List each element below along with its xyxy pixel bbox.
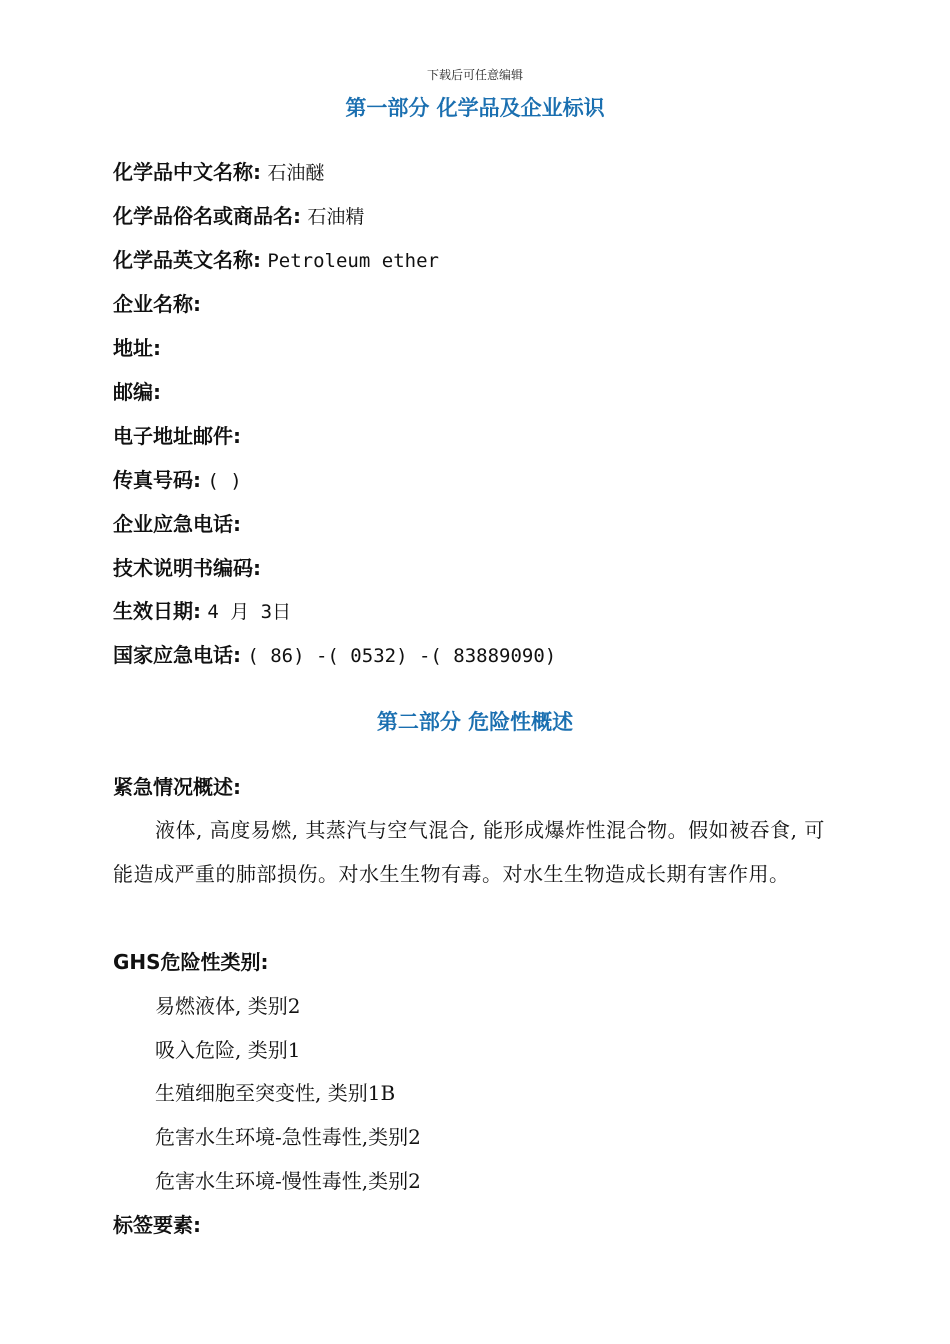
download-watermark: 下载后可任意编辑	[426, 68, 523, 82]
ghs-heading	[113, 948, 269, 976]
ghs-item: 易燃液体, 类别2	[155, 994, 301, 1018]
field-label: 化学品中文名称:	[113, 160, 261, 184]
field-value: ( 86) -( 0532) -( 83889090)	[247, 645, 557, 667]
field-label: 电子地址邮件:	[113, 424, 241, 448]
field-value: ( )	[207, 470, 242, 492]
ghs-item: 生殖细胞至突变性, 类别1B	[155, 1081, 396, 1105]
field-en-name	[113, 246, 439, 275]
label-elements-heading	[113, 1211, 201, 1239]
ghs-item: 危害水生环境-急性毒性,类别2	[155, 1125, 421, 1149]
field-company	[113, 290, 201, 319]
field-label: 传真号码:	[113, 468, 201, 492]
field-label: 技术说明书编码:	[113, 556, 261, 580]
section-label: 紧急情况概述:	[113, 775, 241, 799]
field-company-phone	[113, 510, 241, 539]
field-national-phone	[113, 641, 556, 670]
field-postcode	[113, 378, 161, 407]
field-label: 邮编:	[113, 380, 161, 404]
field-label: 生效日期:	[113, 599, 201, 623]
field-value: 石油精	[307, 206, 365, 228]
field-address	[113, 334, 161, 363]
field-cn-name	[113, 158, 324, 187]
part1-title: 第一部分 化学品及企业标识	[345, 96, 605, 120]
field-value: Petroleum ether	[267, 250, 439, 272]
field-effective-date	[113, 597, 291, 626]
emergency-overview-text: 液体, 高度易燃, 其蒸汽与空气混合, 能形成爆炸性混合物。假如被吞食, 可能造成严重的肺部损伤。对水生生物有毒。对水生生物造成长期有害作用。	[113, 818, 825, 886]
emergency-overview-heading	[113, 773, 241, 801]
field-fax	[113, 466, 242, 495]
field-value: 石油醚	[267, 162, 325, 184]
field-spec-code	[113, 554, 261, 583]
field-label: 国家应急电话:	[113, 643, 241, 667]
field-common-name	[113, 202, 364, 231]
part2-title: 第二部分 危险性概述	[376, 710, 574, 734]
section-label: GHS危险性类别:	[113, 950, 269, 974]
ghs-item: 吸入危险, 类别1	[155, 1038, 301, 1062]
field-label: 化学品俗名或商品名:	[113, 204, 301, 228]
field-label: 地址:	[113, 336, 161, 360]
field-email	[113, 422, 241, 451]
ghs-item: 危害水生环境-慢性毒性,类别2	[155, 1169, 421, 1193]
field-label: 企业应急电话:	[113, 512, 241, 536]
field-label: 化学品英文名称:	[113, 248, 261, 272]
section-label: 标签要素:	[113, 1213, 201, 1237]
field-label: 企业名称:	[113, 292, 201, 316]
field-value: 4 月 3日	[207, 601, 292, 623]
